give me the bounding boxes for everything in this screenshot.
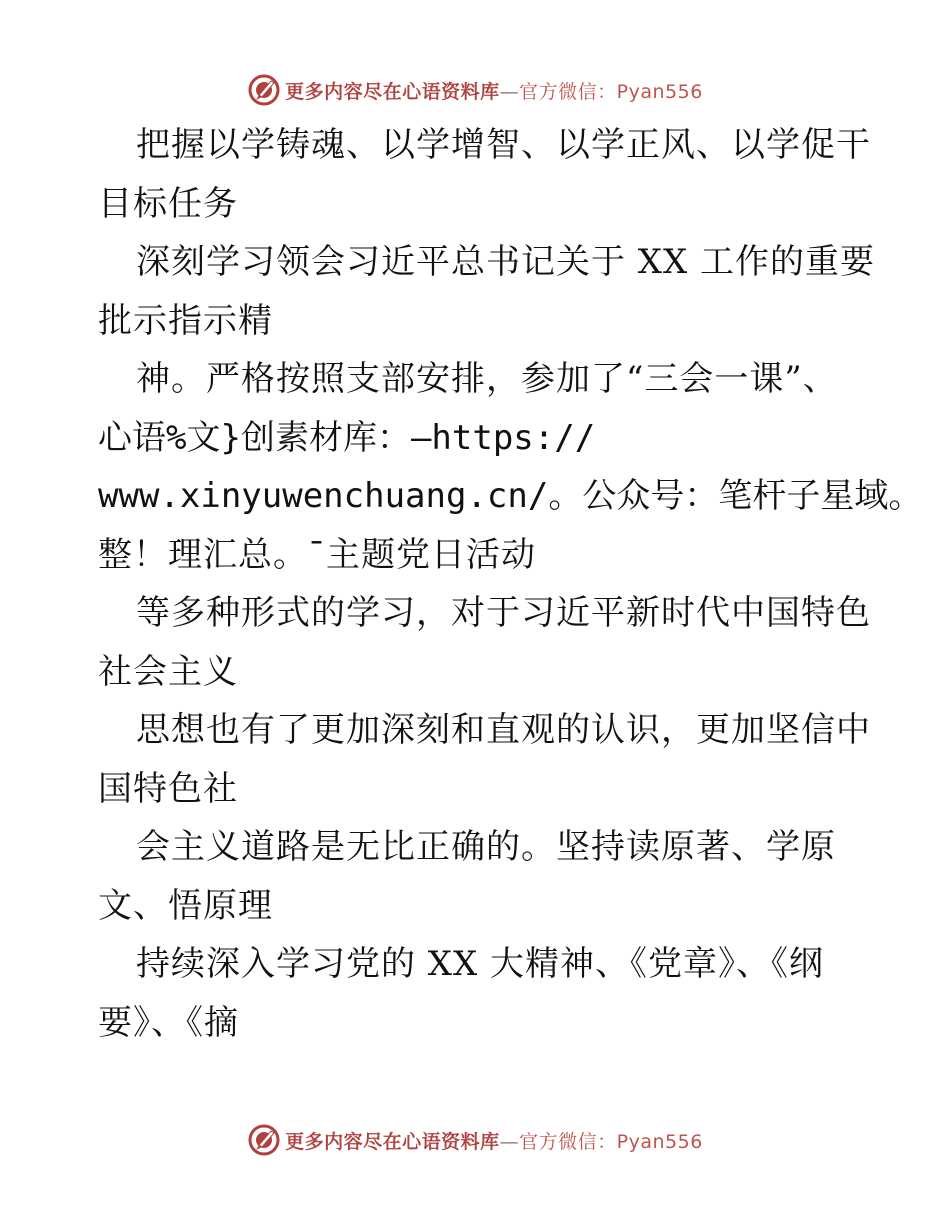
body-line: 深刻学习领会习近平总书记关于 XX 工作的重要 [136,242,876,282]
banner-wechat: 官方微信：Pyan556 [519,80,703,103]
banner-text [285,77,703,104]
body-line: 神。严格按照支部安排，参加了“三会一课”、 [136,359,838,399]
body-line: 要》、《摘 [98,1002,239,1043]
footer-banner [0,1120,950,1160]
body-line: 国特色社 [98,768,238,809]
body-line: 社会主义 [98,651,238,692]
header-banner [0,70,950,110]
document-body [98,116,923,1052]
body-line: 整！理汇总。¯主题党日活动 [98,534,536,575]
body-line: 等多种形式的学习，对于习近平新时代中国特色 [136,593,871,633]
body-line: 会主义道路是无比正确的。坚持读原著、学原 [136,827,836,867]
pen-logo-icon [247,73,281,107]
banner-wechat: 官方微信：Pyan556 [519,1130,703,1153]
body-line: 心语%文}创素材库：—https:// [98,417,596,458]
body-line: 思想也有了更加深刻和直观的认识，更加坚信中 [136,710,871,750]
banner-dash: — [499,80,520,103]
banner-title: 更多内容尽在心语资料库 [285,80,500,103]
body-line: www.xinyuwenchuang.cn/。公众号：笔杆子星域。 [98,476,923,516]
pen-logo-icon [247,1123,281,1157]
banner-dash: — [499,1130,520,1153]
body-line: 把握以学铸魂、以学增智、以学正风、以学促干 [136,125,871,165]
body-line: 目标任务 [98,183,238,224]
body-line: 持续深入学习党的 XX 大精神、《党章》、《纲 [136,944,825,984]
body-line: 批示指示精 [98,300,273,341]
banner-title: 更多内容尽在心语资料库 [285,1130,500,1153]
body-line: 文、悟原理 [98,885,273,926]
banner-text [285,1127,703,1154]
